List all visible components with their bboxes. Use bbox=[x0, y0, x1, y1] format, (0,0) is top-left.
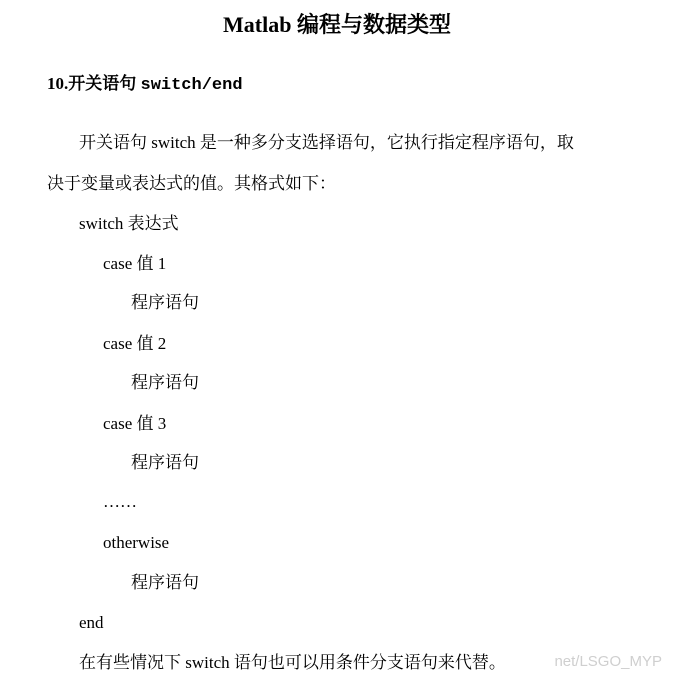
watermark: net/LSGO_MYP bbox=[554, 653, 662, 670]
syntax-switch-line: switch 表达式 bbox=[79, 214, 179, 233]
intro-line-2: 决于变量或表达式的值。其格式如下： bbox=[47, 174, 336, 193]
page-title: Matlab 编程与数据类型 bbox=[223, 12, 451, 37]
syntax-case-2: case 值 2 bbox=[103, 334, 167, 353]
syntax-statement-1: 程序语句 bbox=[131, 293, 199, 312]
syntax-statement-otherwise: 程序语句 bbox=[131, 573, 199, 592]
syntax-statement-2: 程序语句 bbox=[131, 373, 199, 392]
section-heading bbox=[47, 72, 243, 98]
closing-paragraph: 在有些情况下 switch 语句也可以用条件分支语句来代替。 bbox=[79, 653, 506, 672]
syntax-end: end bbox=[79, 613, 104, 632]
syntax-case-1: case 值 1 bbox=[103, 254, 167, 273]
syntax-otherwise: otherwise bbox=[103, 533, 170, 552]
intro-line-1: 开关语句 switch 是一种多分支选择语句，它执行指定程序语句，取 bbox=[79, 133, 574, 152]
section-label: 开关语句 bbox=[68, 74, 137, 93]
section-number: 10. bbox=[47, 74, 69, 93]
section-keyword: switch/end bbox=[140, 76, 243, 95]
syntax-ellipsis: …… bbox=[103, 492, 137, 511]
syntax-case-3: case 值 3 bbox=[103, 414, 167, 433]
syntax-statement-3: 程序语句 bbox=[131, 453, 199, 472]
